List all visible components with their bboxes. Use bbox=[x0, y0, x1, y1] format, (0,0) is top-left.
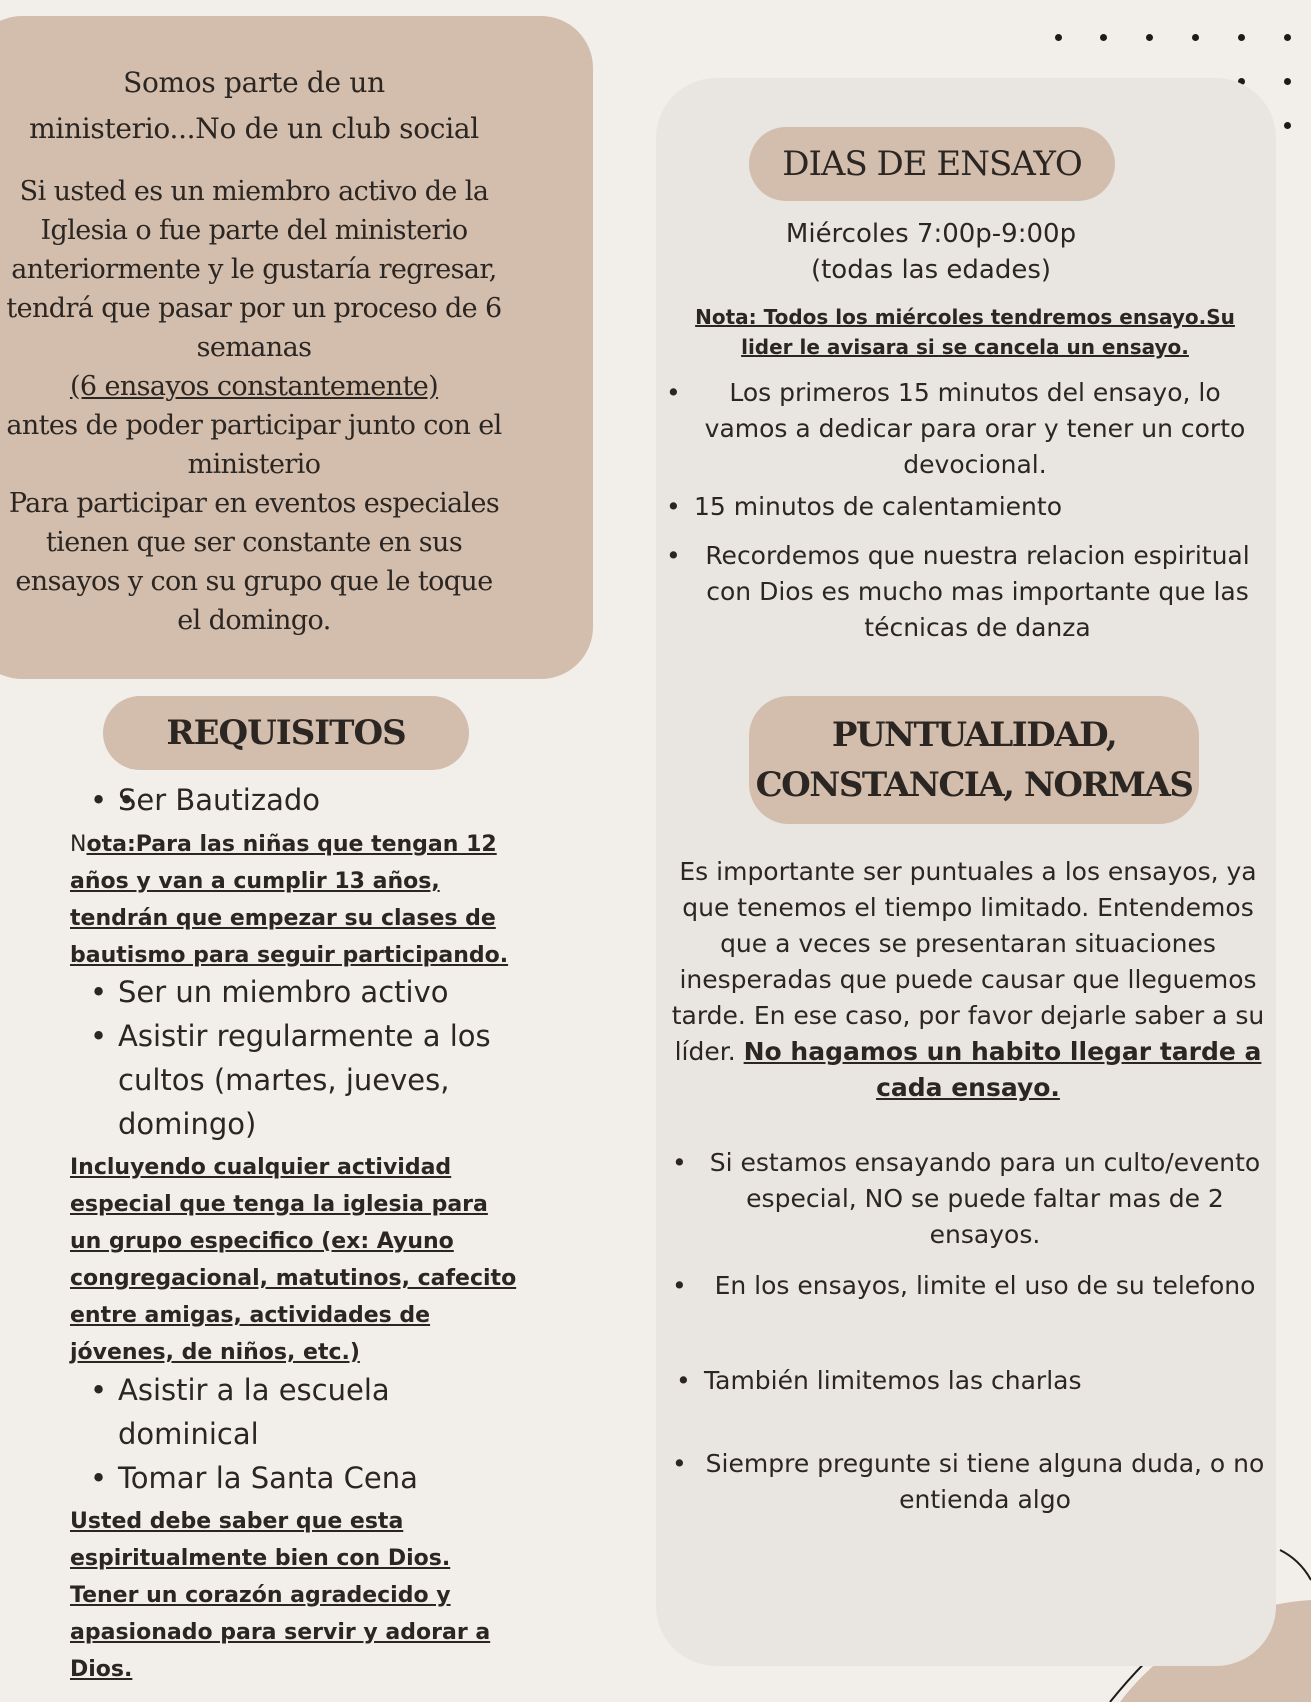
ensayo-schedule: Miércoles 7:00p-9:00p (todas las edades) bbox=[785, 219, 1077, 285]
list-item: • Tomar la Santa Cena bbox=[90, 1461, 418, 1495]
intro-title: Somos parte de un ministerio...No de un club social bbox=[29, 66, 479, 145]
ensayo-title: DIAS DE ENSAYO bbox=[749, 127, 1115, 201]
requisitos-title: REQUISITOS bbox=[103, 696, 469, 770]
puntualidad-title: PUNTUALIDAD, CONSTANCIA, NORMAS bbox=[749, 696, 1199, 824]
list-item: • Si estamos ensayando para un culto/evento especial, NO se puede faltar mas de 2 ensayos. bbox=[672, 1148, 1261, 1249]
ensayo-note: Nota: Todos los miércoles tendremos ensayo.Su lider le avisara si se cancela un ensayo. bbox=[695, 305, 1235, 359]
intro-paragraph-2: antes de poder participar junto con el ministerio bbox=[6, 410, 502, 480]
list-item: • Recordemos que nuestra relacion espiritual con Dios es mucho mas importante que las técnicas de danza bbox=[666, 541, 1250, 642]
list-item: • Ser un miembro activo bbox=[90, 975, 449, 1009]
list-item: • 15 minutos de calentamiento bbox=[666, 492, 1062, 521]
list-item: • • Ser Bautizado bbox=[118, 778, 498, 822]
intro-underlined: (6 ensayos constantemente) bbox=[69, 371, 439, 402]
list-item: • Siempre pregunte si tiene alguna duda, o no entienda algo bbox=[672, 1449, 1265, 1514]
requisitos-note-1: Nota:Para las niñas que tengan 12 años y van a cumplir 13 años, tendrán que empezar su clases de bautismo para seguir participando. bbox=[70, 832, 509, 968]
intro-paragraph-3: Para participar en eventos especiales tienen que ser constante en sus ensayos y con su grupo que le toque el domingo. bbox=[8, 488, 500, 636]
list-item: • Los primeros 15 minutos del ensayo, lo vamos a dedicar para orar y tener un corto devocional. bbox=[666, 378, 1246, 479]
requisitos-note-2: Incluyendo cualquier actividad especial que tenga la iglesia para un grupo especifico (ex: Ayuno congregacional, matutinos, cafecito entre amigas, actividades de jóvenes, de niños, etc.) bbox=[70, 1155, 517, 1365]
list-item: • En los ensayos, limite el uso de su telefono bbox=[672, 1271, 1256, 1300]
intro-paragraph-1: Si usted es un miembro activo de la Iglesia o fue parte del ministerio anteriormente y le gustaría regresar, tendrá que pasar por un proceso de 6 semanas bbox=[6, 176, 502, 363]
list-item: • Asistir a la escuela dominical bbox=[90, 1373, 390, 1451]
intro-card bbox=[0, 16, 593, 679]
list-item: • También limitemos las charlas bbox=[676, 1366, 1082, 1395]
list-item: • Asistir regularmente a los cultos (martes, jueves, domingo) bbox=[90, 1019, 491, 1141]
requisitos-note-3: Usted debe saber que esta espiritualmente bien con Dios. Tener un corazón agradecido y apasionado para servir y adorar a Dios. bbox=[70, 1509, 491, 1682]
intro-body bbox=[0, 172, 508, 640]
puntualidad-paragraph: Es importante ser puntuales a los ensayos, ya que tenemos el tiempo limitado. Entendemos que a veces se presentaran situaciones inesperadas que puede causar que lleguemos tarde. En ese caso, por favor dejarle saber a su líder. No hagamos un habito llegar tarde a cada ensayo. bbox=[671, 857, 1265, 1102]
